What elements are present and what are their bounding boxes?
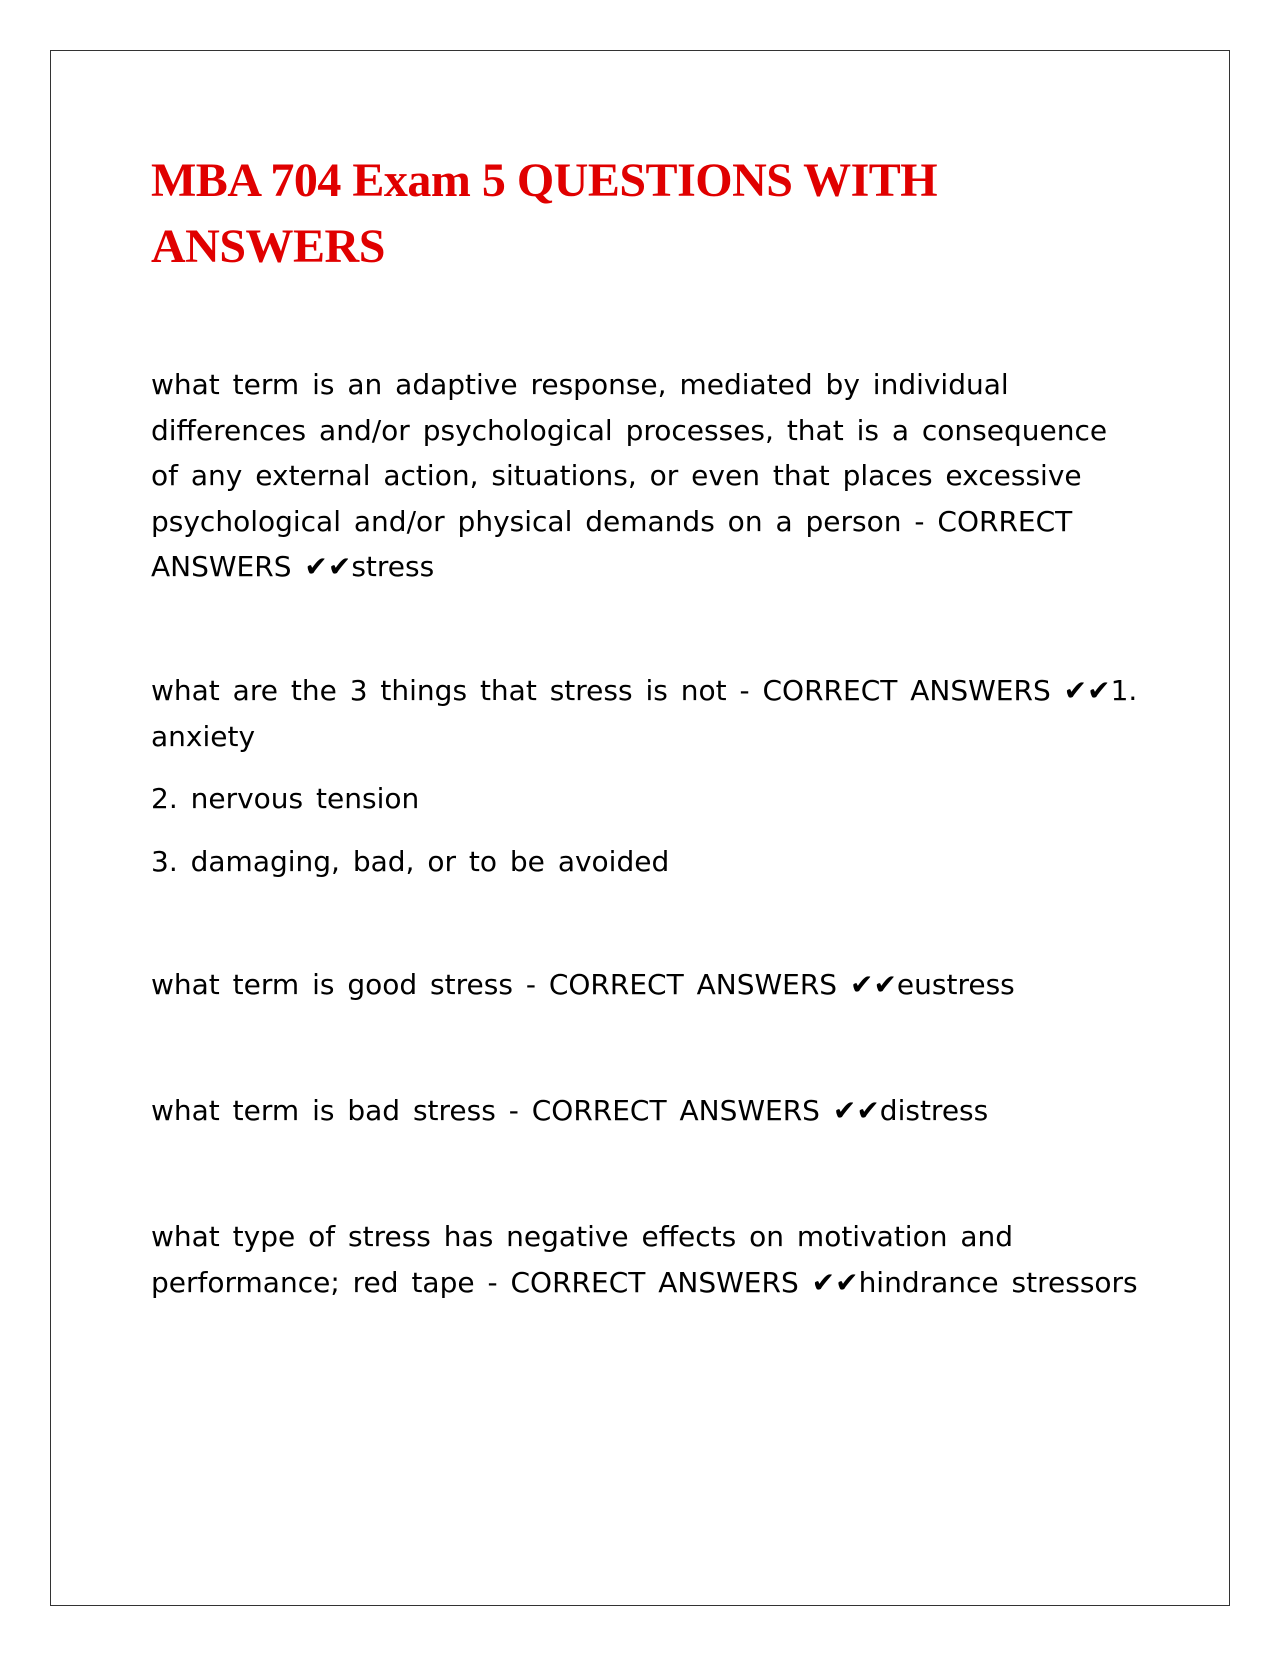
question-text: what are the 3 things that stress is not <box>151 674 727 707</box>
check-marks-icon: ✔✔ <box>1063 674 1111 707</box>
qa-item-2 <box>151 668 1141 884</box>
answer-text: distress <box>879 1094 989 1127</box>
question-text: what term is bad stress <box>151 1094 496 1127</box>
answer-label: CORRECT ANSWERS <box>151 504 1073 583</box>
check-marks-icon: ✔✔ <box>832 1094 880 1127</box>
question-text: what type of stress has negative effects on motivation and performance; red tape <box>151 1220 1014 1299</box>
check-marks-icon: ✔✔ <box>304 550 352 583</box>
answer-list-item-2: 2. nervous tension <box>151 782 420 815</box>
qa-item-4-text: what term is bad stress - CORRECT ANSWERS ✔✔distress <box>151 1094 989 1127</box>
qa-item-1 <box>151 362 1141 590</box>
question-text: what term is an adaptive response, mediated by individual differences and/or psychological processes, that is a consequence of any external action, situations, or even that places excessive psychological and/or physical demands on a person <box>151 368 1108 538</box>
qa-item-1-text: what term is an adaptive response, mediated by individual differences and/or psychological processes, that is a consequence of any external action, situations, or even that places excessive psychological and/or physical demands on a person - CORRECT ANSWERS ✔✔stress <box>151 368 1108 583</box>
answer-label: CORRECT ANSWERS <box>531 1094 820 1127</box>
qa-item-3 <box>151 962 1141 1008</box>
document-title: MBA 704 Exam 5 QUESTIONS WITH ANSWERS <box>151 154 938 273</box>
check-marks-icon: ✔✔ <box>811 1265 859 1299</box>
question-text: what term is good stress <box>151 968 513 1001</box>
answer-text: eustress <box>896 968 1015 1001</box>
answer-label: CORRECT ANSWERS <box>510 1265 799 1299</box>
check-marks-icon: ✔✔ <box>849 968 897 1001</box>
qa-item-4 <box>151 1088 1141 1134</box>
answer-text: hindrance stressors <box>858 1265 1138 1299</box>
qa-item-3-text: what term is good stress - CORRECT ANSWERS ✔✔eustress <box>151 968 1015 1001</box>
answer-list-item-3: 3. damaging, bad, or to be avoided <box>151 844 670 878</box>
answer-text: stress <box>351 550 435 583</box>
qa-item-2-text: what are the 3 things that stress is not - CORRECT ANSWERS ✔✔1. anxiety <box>151 674 1138 753</box>
qa-item-5 <box>151 1214 1141 1305</box>
qa-item-5-text: what type of stress has negative effects on motivation and performance; red tape - CORRECT ANSWERS ✔✔hindrance stressors <box>151 1220 1138 1299</box>
answer-text: 1. anxiety <box>151 674 1138 753</box>
answer-label: CORRECT ANSWERS <box>762 674 1051 707</box>
answer-label: CORRECT ANSWERS <box>548 968 838 1001</box>
